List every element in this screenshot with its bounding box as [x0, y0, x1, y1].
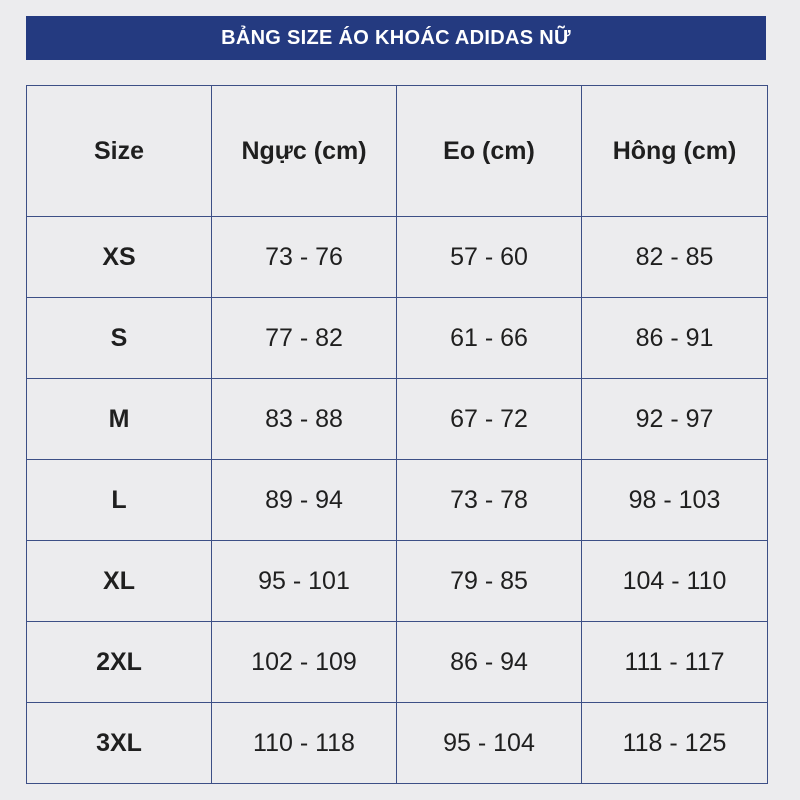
table-row: [27, 298, 768, 379]
table-row: [27, 703, 768, 784]
waist-cell: 73 - 78: [397, 460, 582, 541]
size-cell: XS: [27, 217, 212, 298]
header-chest: Ngực (cm): [212, 86, 397, 217]
chest-cell: 89 - 94: [212, 460, 397, 541]
size-table: [26, 85, 768, 784]
hip-cell: 104 - 110: [582, 541, 768, 622]
hip-cell: 82 - 85: [582, 217, 768, 298]
size-cell: XL: [27, 541, 212, 622]
chest-cell: 102 - 109: [212, 622, 397, 703]
header-size: Size: [27, 86, 212, 217]
table-row: [27, 379, 768, 460]
table-row: [27, 622, 768, 703]
hip-cell: 118 - 125: [582, 703, 768, 784]
table-header-row: [27, 86, 768, 217]
size-cell: L: [27, 460, 212, 541]
table-row: [27, 460, 768, 541]
size-cell: 2XL: [27, 622, 212, 703]
header-hip: Hông (cm): [582, 86, 768, 217]
waist-cell: 57 - 60: [397, 217, 582, 298]
table-row: [27, 541, 768, 622]
size-cell: M: [27, 379, 212, 460]
waist-cell: 61 - 66: [397, 298, 582, 379]
waist-cell: 79 - 85: [397, 541, 582, 622]
waist-cell: 67 - 72: [397, 379, 582, 460]
table-row: [27, 217, 768, 298]
chest-cell: 77 - 82: [212, 298, 397, 379]
hip-cell: 86 - 91: [582, 298, 768, 379]
size-cell: S: [27, 298, 212, 379]
header-waist: Eo (cm): [397, 86, 582, 217]
hip-cell: 98 - 103: [582, 460, 768, 541]
size-cell: 3XL: [27, 703, 212, 784]
chest-cell: 95 - 101: [212, 541, 397, 622]
chest-cell: 83 - 88: [212, 379, 397, 460]
chest-cell: 110 - 118: [212, 703, 397, 784]
title-banner: [26, 16, 766, 60]
waist-cell: 95 - 104: [397, 703, 582, 784]
page-title: BẢNG SIZE ÁO KHOÁC ADIDAS NỮ: [221, 26, 571, 49]
hip-cell: 111 - 117: [582, 622, 768, 703]
chest-cell: 73 - 76: [212, 217, 397, 298]
waist-cell: 86 - 94: [397, 622, 582, 703]
hip-cell: 92 - 97: [582, 379, 768, 460]
